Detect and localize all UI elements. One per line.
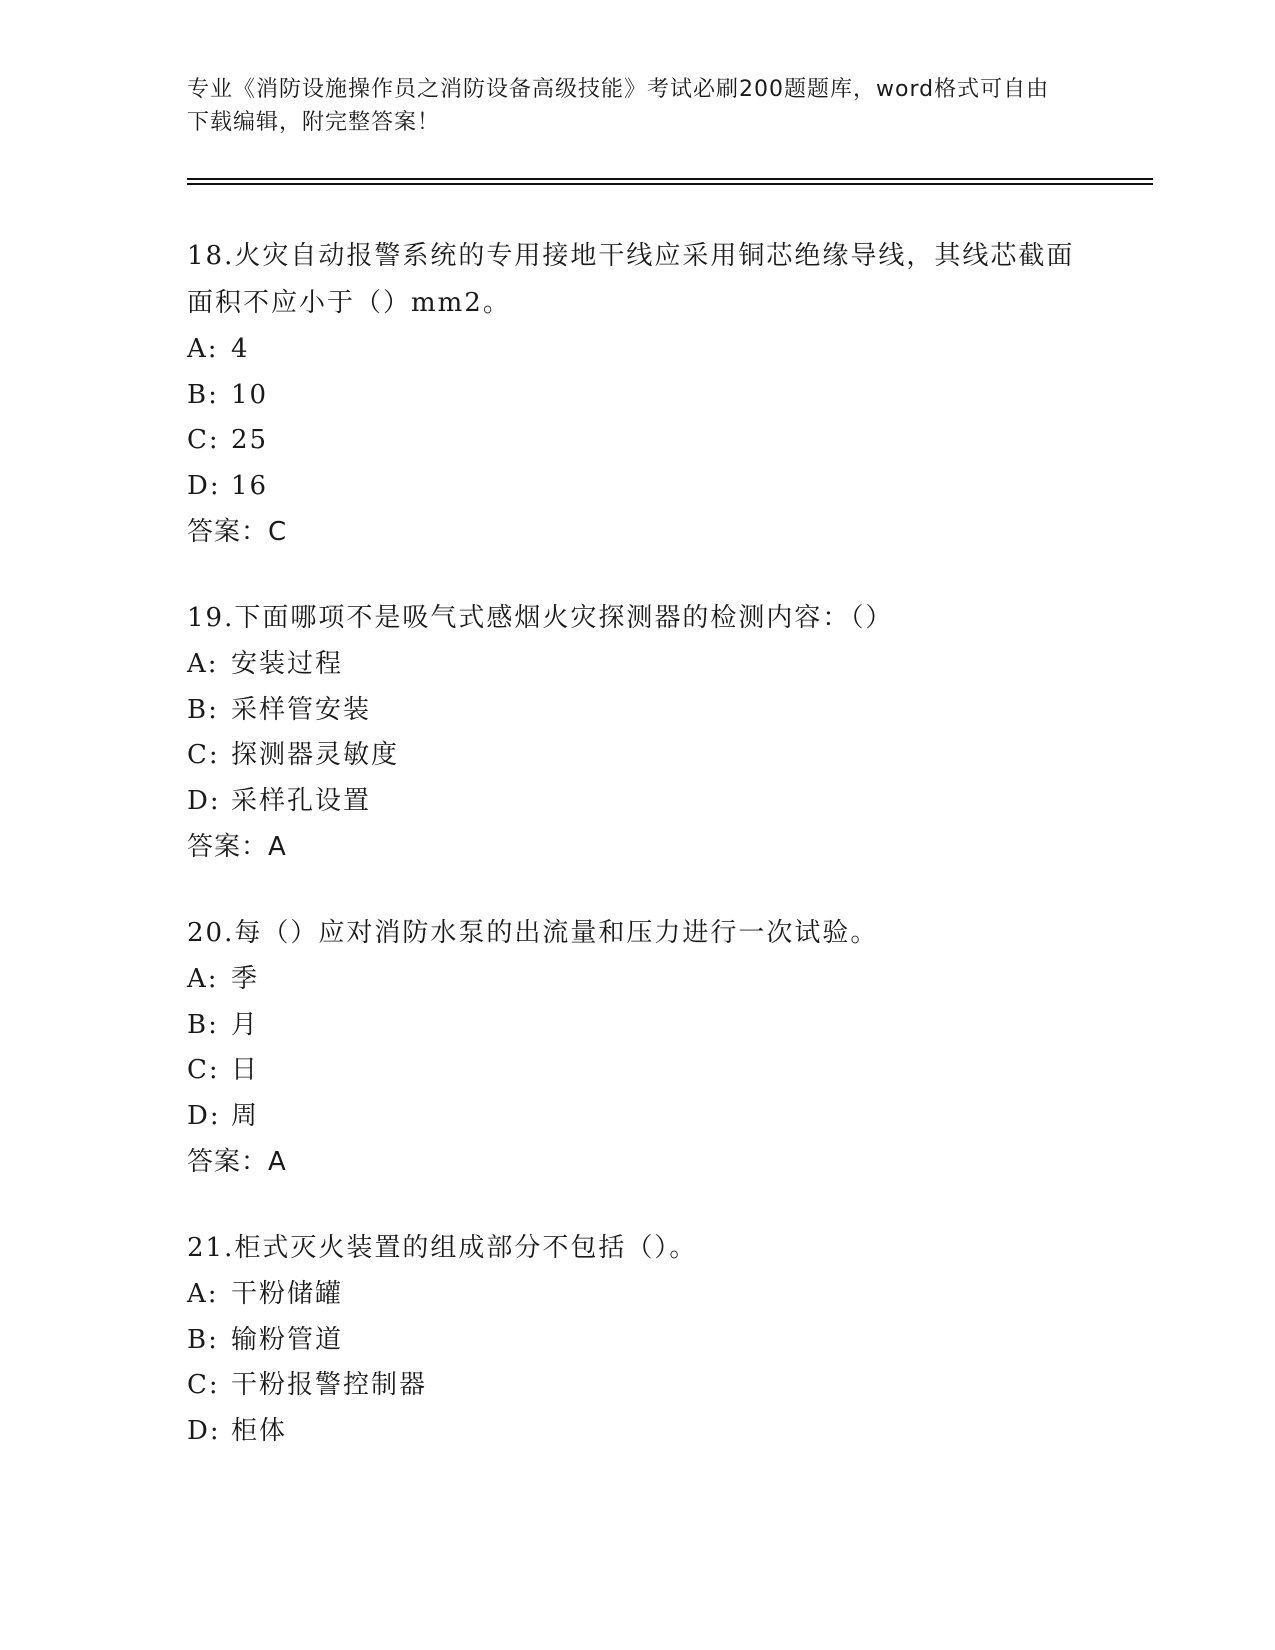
question-21 xyxy=(187,1225,1087,1454)
option-a xyxy=(187,1272,1087,1318)
option-text: 干粉储罐 xyxy=(231,1279,344,1309)
option-key: D: xyxy=(187,785,221,816)
option-c xyxy=(187,418,1087,464)
option-c xyxy=(187,1048,1087,1094)
header-divider-bottom xyxy=(187,183,1153,185)
option-text: 季 xyxy=(231,964,260,994)
question-list xyxy=(187,233,1087,1494)
question-19 xyxy=(187,595,1087,870)
option-key: D: xyxy=(187,1100,221,1131)
document-header: 专业《消防设施操作员之消防设备高级技能》考试必刷200题题库，word格式可自由下载编辑，附完整答案！ xyxy=(187,77,1050,135)
option-key: A: xyxy=(187,649,219,679)
option-key: B: xyxy=(187,379,219,410)
option-key: B: xyxy=(187,694,219,725)
question-20 xyxy=(187,910,1087,1185)
option-text: 日 xyxy=(231,1055,260,1085)
option-text: 干粉报警控制器 xyxy=(231,1370,428,1400)
option-d xyxy=(187,464,1087,510)
option-d xyxy=(187,1094,1087,1140)
option-b xyxy=(187,373,1087,419)
option-key: A: xyxy=(187,1279,219,1309)
option-text: 输粉管道 xyxy=(231,1324,344,1355)
option-key: C: xyxy=(187,740,220,770)
question-stem: 20.每（）应对消防水泵的出流量和压力进行一次试验。 xyxy=(187,918,879,948)
option-text: 4 xyxy=(231,334,250,364)
option-d xyxy=(187,779,1087,825)
option-text: 16 xyxy=(231,470,269,501)
option-text: 采样管安装 xyxy=(231,694,372,725)
option-a xyxy=(187,327,1087,373)
option-key: D: xyxy=(187,470,221,501)
option-key: C: xyxy=(187,1370,220,1400)
option-text: 柜体 xyxy=(231,1415,288,1446)
option-b xyxy=(187,1318,1087,1364)
option-a xyxy=(187,642,1087,688)
answer-line: 答案：A xyxy=(187,1147,287,1177)
option-key: B: xyxy=(187,1009,219,1040)
option-text: 10 xyxy=(231,379,269,410)
option-c xyxy=(187,733,1087,779)
option-key: A: xyxy=(187,964,219,994)
question-18 xyxy=(187,233,1087,555)
option-c xyxy=(187,1363,1087,1409)
option-key: C: xyxy=(187,1055,220,1085)
answer-line: 答案：C xyxy=(187,517,288,547)
question-stem: 19.下面哪项不是吸气式感烟火灾探测器的检测内容：（） xyxy=(187,603,894,633)
option-text: 探测器灵敏度 xyxy=(231,740,400,770)
header-divider-top xyxy=(187,178,1153,180)
option-text: 周 xyxy=(231,1100,260,1131)
option-d xyxy=(187,1409,1087,1455)
option-key: C: xyxy=(187,425,220,455)
question-stem: 21.柜式灭火装置的组成部分不包括（）。 xyxy=(187,1233,698,1263)
question-stem: 18.火灾自动报警系统的专用接地干线应采用铜芯绝缘导线，其线芯截面面积不应小于（）mm2。 xyxy=(187,241,1075,318)
option-text: 安装过程 xyxy=(231,649,344,679)
option-key: A: xyxy=(187,334,219,364)
answer-line: 答案：A xyxy=(187,832,287,862)
option-key: B: xyxy=(187,1324,219,1355)
option-key: D: xyxy=(187,1415,221,1446)
option-text: 25 xyxy=(231,425,269,455)
option-b xyxy=(187,1003,1087,1049)
option-b xyxy=(187,688,1087,734)
option-text: 采样孔设置 xyxy=(231,785,372,816)
option-text: 月 xyxy=(231,1009,260,1040)
option-a xyxy=(187,957,1087,1003)
